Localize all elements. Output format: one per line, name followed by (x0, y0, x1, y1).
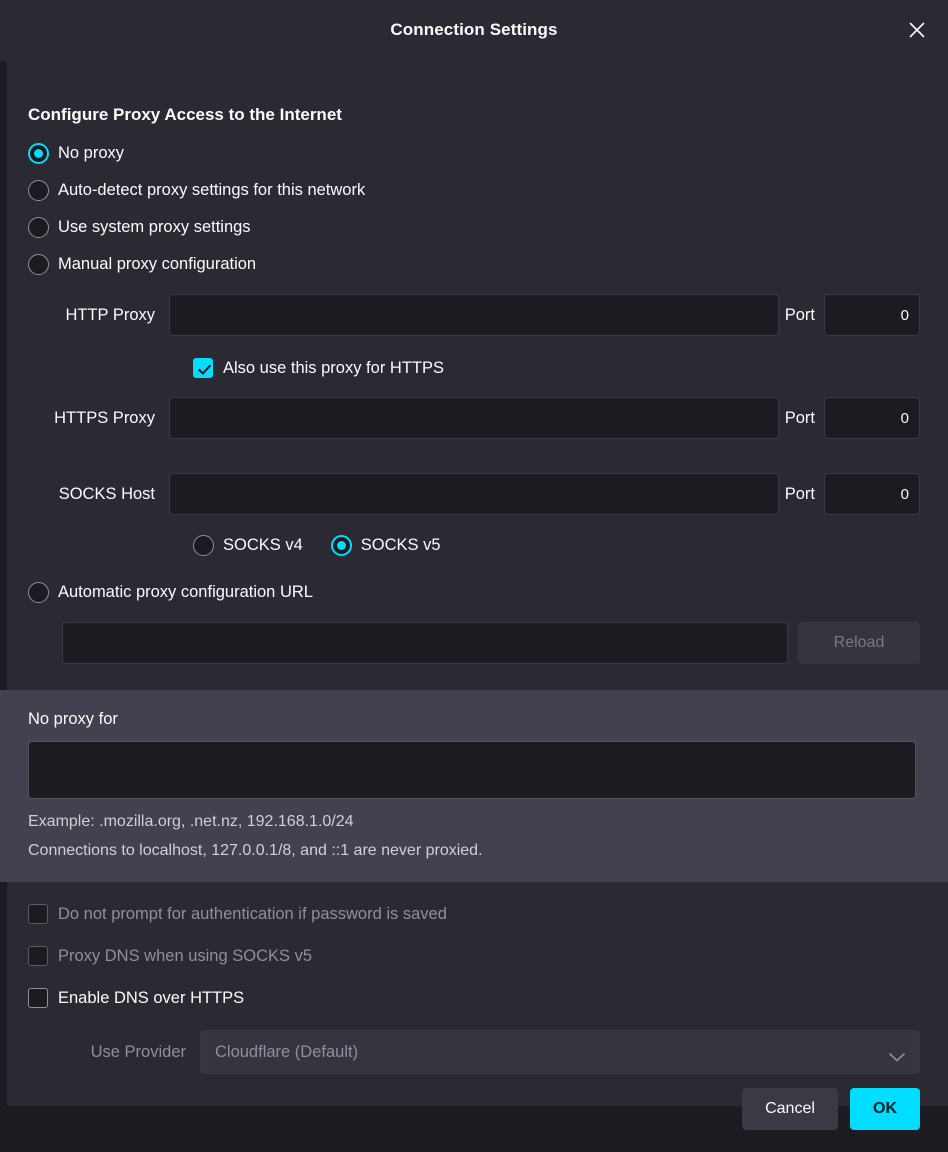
radio-socks-v4-indicator (193, 535, 214, 556)
https-proxy-row (28, 397, 920, 439)
radio-use-system-proxy-indicator (28, 217, 49, 238)
socks-port-label: Port (784, 484, 815, 503)
no-proxy-for-textarea[interactable] (28, 741, 916, 799)
http-proxy-label: HTTP Proxy (65, 305, 155, 324)
checkbox-no-auth-prompt[interactable] (28, 904, 920, 924)
no-proxy-for-section (0, 690, 948, 882)
radio-manual-proxy[interactable] (28, 254, 920, 275)
https-proxy-input[interactable] (169, 397, 779, 439)
pac-url-row (28, 622, 920, 664)
radio-auto-detect-proxy[interactable] (28, 180, 920, 201)
radio-manual-proxy-indicator (28, 254, 49, 275)
radio-auto-config-url-label: Automatic proxy configuration URL (58, 583, 313, 601)
radio-socks-v5-label: SOCKS v5 (360, 536, 441, 554)
checkbox-also-https[interactable] (193, 358, 920, 378)
socks-version-group (193, 535, 920, 556)
radio-auto-config-url[interactable] (28, 582, 920, 603)
checkbox-proxy-dns-socks5[interactable] (28, 946, 920, 966)
radio-auto-detect-proxy-label: Auto-detect proxy settings for this network (58, 181, 366, 199)
checkbox-enable-doh-indicator (28, 988, 48, 1008)
additional-options (28, 904, 920, 1008)
reload-button[interactable]: Reload (798, 622, 920, 664)
http-proxy-row (28, 294, 920, 336)
http-port-label: Port (784, 305, 815, 324)
http-proxy-input[interactable] (169, 294, 779, 336)
pac-url-input[interactable] (62, 622, 788, 664)
checkbox-no-auth-prompt-label: Do not prompt for authentication if password is saved (58, 904, 447, 923)
provider-label: Use Provider (90, 1042, 186, 1061)
dialog-title: Connection Settings (390, 20, 558, 39)
radio-socks-v4-label: SOCKS v4 (223, 536, 303, 554)
dialog-footer (0, 1074, 948, 1152)
https-proxy-label: HTTPS Proxy (54, 408, 155, 427)
cancel-button[interactable]: Cancel (742, 1088, 838, 1130)
socks-host-label: SOCKS Host (58, 484, 155, 503)
section-heading: Configure Proxy Access to the Internet (28, 105, 342, 124)
radio-socks-v4[interactable] (193, 535, 303, 556)
radio-auto-detect-proxy-indicator (28, 180, 49, 201)
checkbox-no-auth-prompt-indicator (28, 904, 48, 924)
dialog-titlebar (0, 0, 948, 61)
ok-button[interactable]: OK (850, 1088, 920, 1130)
checkbox-also-https-label: Also use this proxy for HTTPS (223, 358, 444, 377)
checkbox-enable-doh-label: Enable DNS over HTTPS (58, 988, 245, 1007)
radio-socks-v5-indicator (331, 535, 352, 556)
checkbox-enable-doh[interactable] (28, 988, 920, 1008)
checkbox-proxy-dns-socks5-indicator (28, 946, 48, 966)
checkbox-proxy-dns-socks5-label: Proxy DNS when using SOCKS v5 (58, 946, 313, 965)
provider-select[interactable] (200, 1030, 920, 1074)
radio-no-proxy-label: No proxy (58, 144, 125, 162)
socks-host-input[interactable] (169, 473, 779, 515)
radio-manual-proxy-label: Manual proxy configuration (58, 255, 257, 273)
radio-auto-config-url-indicator (28, 582, 49, 603)
checkbox-also-https-indicator (193, 358, 213, 378)
provider-row (28, 1030, 920, 1074)
dialog-body (0, 61, 948, 1074)
radio-use-system-proxy-label: Use system proxy settings (58, 218, 251, 236)
https-port-label: Port (784, 408, 815, 427)
no-proxy-for-label: No proxy for (28, 710, 118, 728)
radio-no-proxy-indicator (28, 143, 49, 164)
radio-use-system-proxy[interactable] (28, 217, 920, 238)
https-port-input[interactable] (824, 397, 920, 439)
no-proxy-localhost-note: Connections to localhost, 127.0.0.1/8, and ::1 are never proxied. (28, 842, 483, 859)
socks-host-row (28, 473, 920, 515)
socks-port-input[interactable] (824, 473, 920, 515)
radio-socks-v5[interactable] (331, 535, 441, 556)
radio-no-proxy[interactable] (28, 143, 920, 164)
provider-select-value: Cloudflare (Default) (215, 1042, 359, 1061)
no-proxy-example-text: Example: .mozilla.org, .net.nz, 192.168.1.0/24 (28, 813, 354, 830)
http-port-input[interactable] (824, 294, 920, 336)
close-icon[interactable] (900, 13, 934, 47)
chevron-down-icon (889, 1048, 905, 1067)
